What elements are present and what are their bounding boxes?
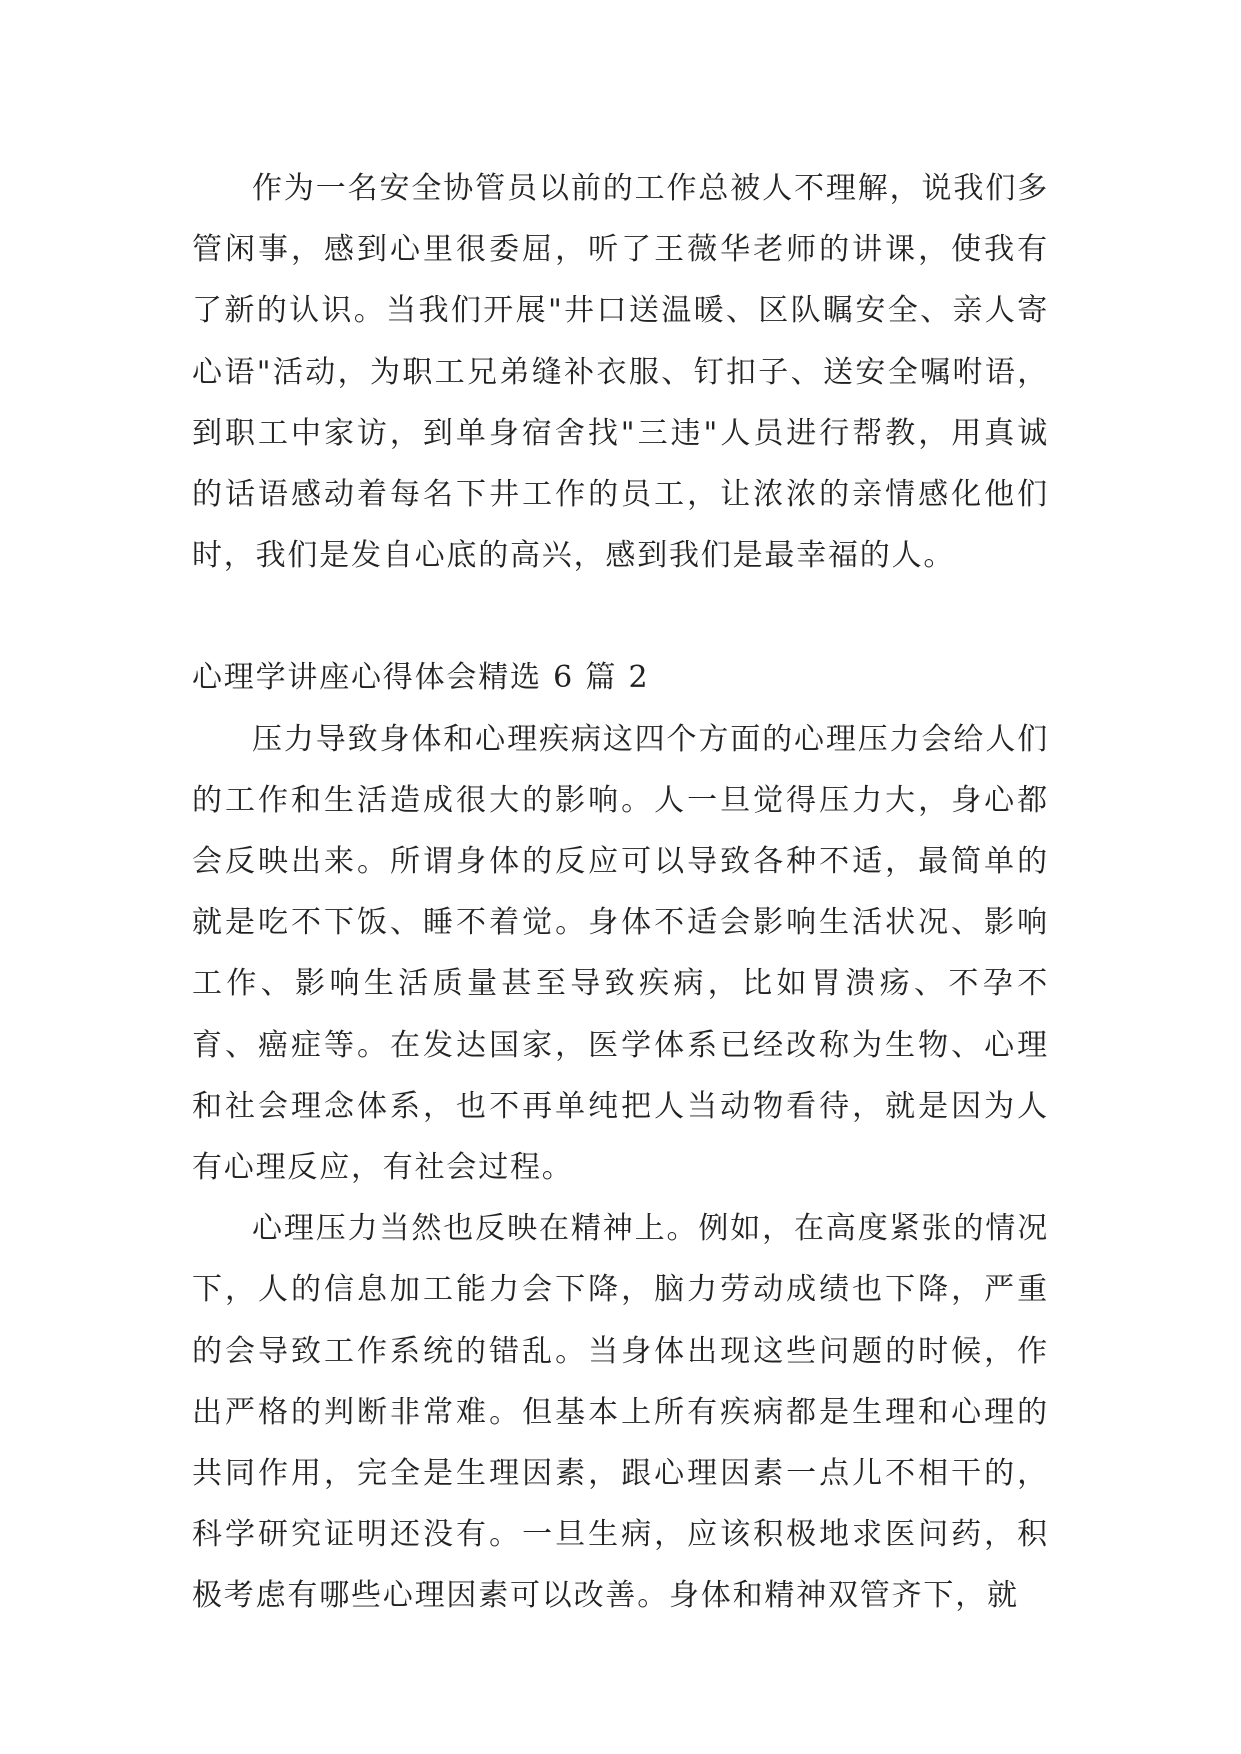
paragraph-gap <box>192 586 1049 647</box>
paragraph: 作为一名安全协管员以前的工作总被人不理解，说我们多管闲事，感到心里很委屈，听了王薇华老师的讲课，使我有了新的认识。当我们开展"井口送温暖、区队瞩安全、亲人寄心语"活动，为职工兄弟缝补衣服、钉扣子、送安全嘱咐语，到职工中家访，到单身宿舍找"三违"人员进行帮教，用真诚的话语感动着每名下井工作的员工，让浓浓的亲情感化他们时，我们是发自心底的高兴，感到我们是最幸福的人。 <box>192 171 1049 574</box>
paragraph: 心理压力当然也反映在精神上。例如，在高度紧张的情况下，人的信息加工能力会下降，脑力劳动成绩也下降，严重的会导致工作系统的错乱。当身体出现这些问题的时候，作出严格的判断非常难。但基本上所有疾病都是生理和心理的共同作用，完全是生理因素，跟心理因素一点儿不相干的，科学研究证明还没有。一旦生病，应该积极地求医问药，积极考虑有哪些心理因素可以改善。身体和精神双管齐下，就 <box>192 1211 1049 1614</box>
paragraph: 压力导致身体和心理疾病这四个方面的心理压力会给人们的工作和生活造成很大的影响。人一旦觉得压力大，身心都会反映出来。所谓身体的反应可以导致各种不适，最简单的就是吃不下饭、睡不着觉。身体不适会影响生活状况、影响工作、影响生活质量甚至导致疾病，比如胃溃疡、不孕不育、癌症等。在发达国家，医学体系已经改称为生物、心理和社会理念体系，也不再单纯把人当动物看待，就是因为人有心理反应，有社会过程。 <box>192 721 1049 1186</box>
section-heading: 心理学讲座心得体会精选 6 篇 2 <box>192 660 650 696</box>
document-body <box>192 158 1049 1627</box>
